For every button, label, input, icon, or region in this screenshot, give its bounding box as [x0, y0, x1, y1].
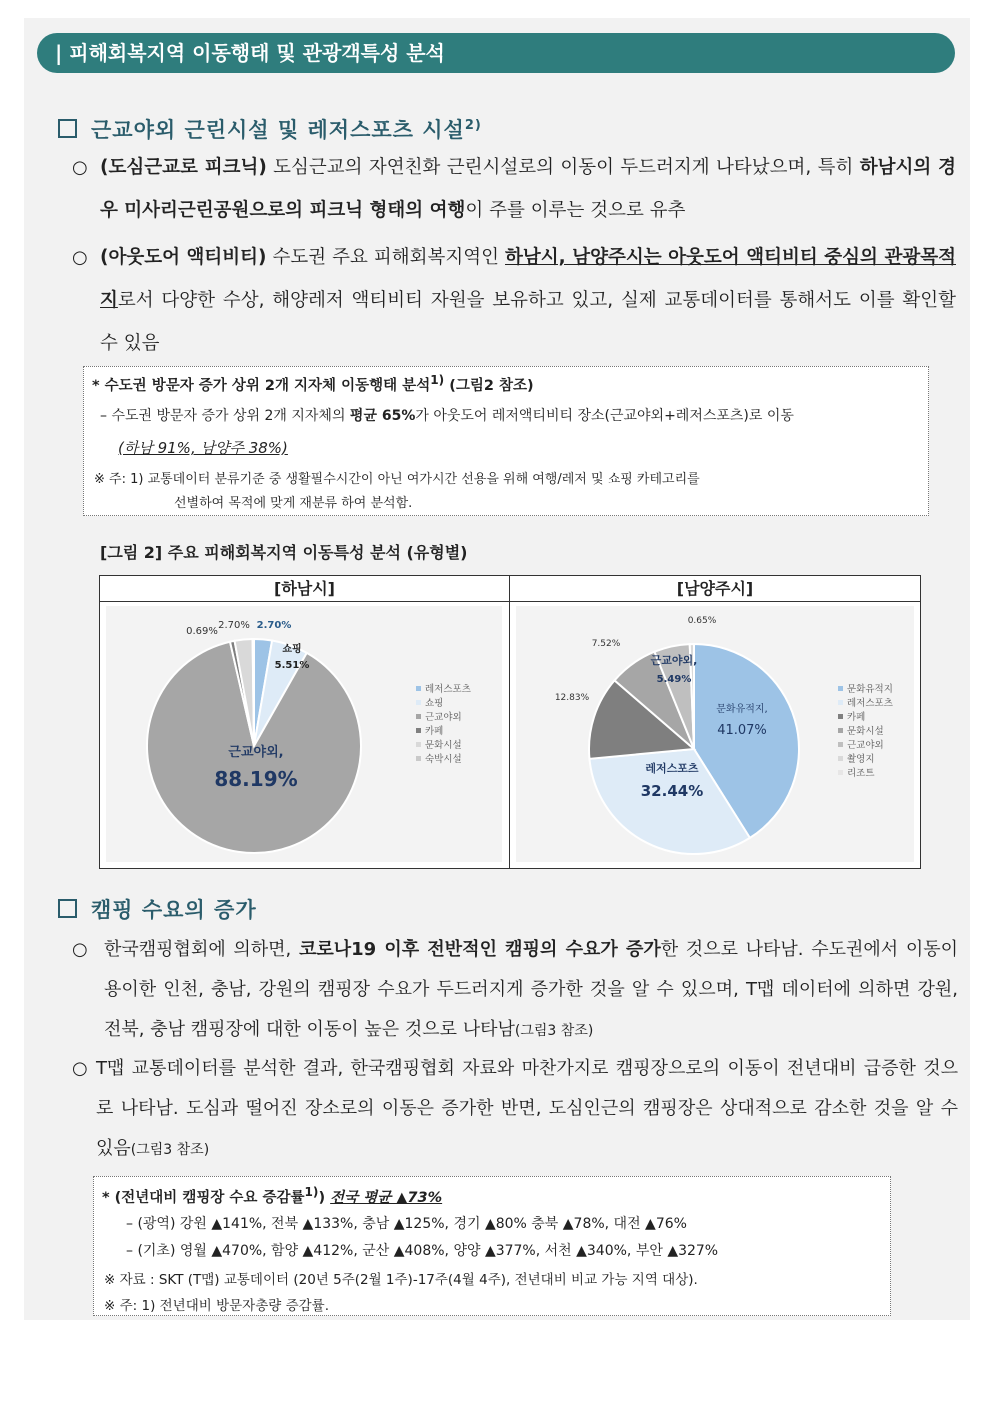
legend-label: 문화시설 — [425, 740, 462, 751]
legend-swatch — [838, 756, 843, 761]
legend-label: 근교야외 — [425, 712, 462, 723]
bullet-outdoor: ○ (아웃도어 액티비티) 수도권 주요 피해회복지역인 하남시, 남양주시는 아웃도어 액티비티 중심의 관광목적지로서 다양한 수상, 해양레저 액티비티 자원을 보유하고 있고, 실제 교통데이터를 통해서도 이를 확인할 수 있음 — [72, 236, 956, 365]
pie-slice-name-label: 근교야외, — [650, 654, 698, 667]
legend-swatch — [416, 728, 421, 733]
circle-bullet-icon: ○ — [72, 157, 88, 178]
legend-swatch — [416, 742, 421, 747]
pie-value-label: 32.44% — [640, 782, 704, 800]
bullet-camping-demand: ○ 한국캠핑협회에 의하면, 코로나19 이후 전반적인 캠핑의 수요가 증가한 것으로 나타남. 수도권에서 이동이 용이한 인천, 충남, 강원의 캠핑장 수요가 두드러지게 증가한 것을 알 수 있으며, T맵 데이터에 의하면 강원, 전북, 충남 캠핑장에 대한 이동이 높은 것으로 나타남(그림3 참조) — [72, 930, 958, 1051]
pie-value-label: 12.83% — [554, 693, 590, 703]
namyangju-chart-panel — [516, 606, 914, 862]
pie-slice-name-label: 근교야외, — [228, 745, 284, 760]
pie-slice-name-label: 문화유적지, — [716, 704, 768, 715]
legend-label: 문화시설 — [847, 726, 884, 737]
legend-swatch — [838, 714, 843, 719]
note-box-mobility: * 수도권 방문자 증가 상위 2개 지자체 이동행태 분석$^{1)}$ (그림2 참조) – 수도권 방문자 증가 상위 2개 지자체의 평균 65%가 아웃도어 레저액티비티 장소(근교야외+레저스포츠)로 이동 (하남 91%, 남양주 38%) ※ 주: 1) 교통데이터 분류기준 중 생활필수시간이 아닌 여가시간 선용을 위해 여행/레저 및 쇼핑 카테고리를 선별하여 목적에 맞게 재분류 하여 분석함. — [83, 366, 929, 516]
circle-bullet-icon: ○ — [72, 247, 88, 268]
bullet-picnic: ○ (도심근교로 피크닉) 도심근교의 자연친화 근린시설로의 이동이 두드러지게 나타났으며, 특히 하남시의 경우 미사리근린공원으로의 피크닉 형태의 여행이 주를 이루는 것으로 유추 — [72, 146, 956, 232]
right-chart-title: [남양주시] — [510, 576, 920, 602]
legend-label: 문화유적지 — [847, 684, 893, 695]
figure-divider — [509, 576, 510, 868]
checkbox-square-icon — [58, 899, 77, 918]
pie-value-label: 5.49% — [656, 674, 692, 685]
bullet-tmap-analysis: ○ T맵 교통데이터를 분석한 결과, 한국캠핑협회 자료와 마찬가지로 캠핑장으로의 이동이 전년대비 급증한 것으로 나타남. 도심과 떨어진 장소로의 이동은 증가한 반면, 도심인근의 캠핑장은 상대적으로 감소한 것을 알 수 있음(그림3 참조) — [72, 1049, 958, 1170]
legend-swatch — [838, 728, 843, 733]
page-title-bar — [37, 33, 955, 73]
legend-label: 리조트 — [847, 768, 875, 779]
legend-label: 레저스포츠 — [847, 698, 893, 709]
legend-label: 카페 — [847, 712, 866, 723]
hanam-chart-panel — [106, 606, 502, 862]
legend-swatch — [416, 714, 421, 719]
pie-value-label: 88.19% — [214, 767, 298, 791]
legend-label: 숙박시설 — [425, 754, 462, 765]
pie-value-label: 7.52% — [591, 639, 621, 649]
pie-slice-name-label: 레저스포츠 — [645, 762, 699, 775]
pie-value-label: 5.51% — [274, 660, 310, 671]
namyangju-pie-chart — [516, 606, 914, 862]
pie-value-label: 2.70% — [218, 620, 250, 631]
pie-value-label: 2.70% — [256, 620, 292, 631]
circle-bullet-icon: ○ — [72, 1058, 88, 1079]
legend-swatch — [838, 686, 843, 691]
legend-swatch — [416, 686, 421, 691]
legend-swatch — [416, 756, 421, 761]
legend-label: 근교야외 — [847, 740, 884, 751]
section-2-title: 캠핑 수요의 증가 — [58, 894, 257, 924]
hanam-pie-chart — [106, 606, 502, 862]
pie-value-label: 0.69% — [186, 626, 218, 637]
legend-swatch — [838, 770, 843, 775]
left-chart-title: [하남시] — [100, 576, 509, 602]
legend-label: 쇼핑 — [425, 698, 444, 709]
pie-value-label: 41.07% — [717, 723, 767, 738]
figure-caption: [그림 2] 주요 피해회복지역 이동특성 분석 (유형별) — [100, 543, 468, 562]
circle-bullet-icon: ○ — [72, 939, 88, 960]
page-title: | 피해회복지역 이동행태 및 관광객특성 분석 — [55, 41, 445, 65]
pie-slice-name-label: 쇼핑 — [282, 644, 302, 655]
figure-table — [99, 575, 921, 869]
legend-label: 카페 — [425, 726, 444, 737]
checkbox-square-icon — [58, 119, 77, 138]
legend-label: 레저스포츠 — [425, 684, 471, 695]
note-box-camping: * (전년대비 캠핑장 수요 증감률$^{1)}$) 전국 평균 ▲73% – (광역) 강원 ▲141%, 전북 ▲133%, 충남 ▲125%, 경기 ▲80% 충북 ▲78%, 대전 ▲76% – (기초) 영월 ▲470%, 함양 ▲412%, 군산 ▲408%, 양양 ▲377%, 서천 ▲340%, 부안 ▲327% ※ 자료 : SKT (T맵) 교통데이터 (20년 5주(2월 1주)-17주(4월 4주), 전년대비 비교 가능 지역 대상). ※ 주: 1) 전년대비 방문자총량 증감률. — [93, 1176, 891, 1316]
section-1-title: 근교야외 근린시설 및 레저스포츠 시설$^{2)}$ — [58, 114, 482, 144]
pie-value-label: 0.65% — [687, 616, 717, 626]
legend-swatch — [838, 742, 843, 747]
pie-slice-숙박시설 — [253, 639, 254, 746]
legend-swatch — [416, 700, 421, 705]
legend-swatch — [838, 700, 843, 705]
legend-label: 촬영지 — [847, 754, 875, 765]
